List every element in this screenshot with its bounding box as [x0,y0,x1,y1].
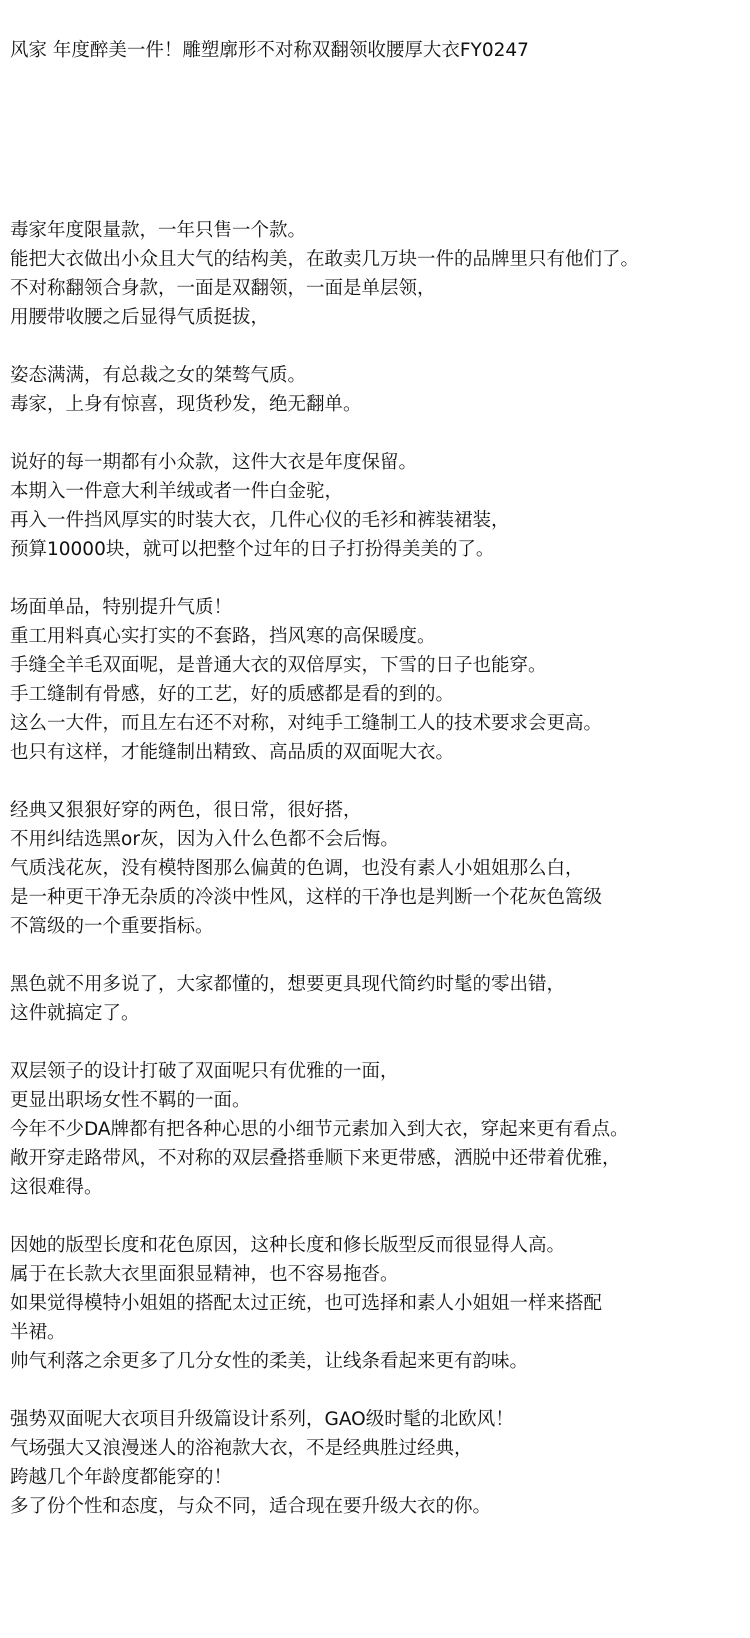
text-line: 更显出职场女性不羁的一面。 [10,1090,251,1111]
paragraph [10,796,745,941]
text-line: 不用纠结选黑or灰，因为入什么色都不会后悔。 [10,829,399,850]
text-line: 是一种更干净无杂质的冷淡中性风，这样的干净也是判断一个花灰色篙级 [10,887,603,908]
text-line: 这件就搞定了。 [10,1003,140,1024]
text-line: 不对称翻领合身款，一面是双翻领，一面是单层领， [10,278,436,299]
description-body [10,216,745,1550]
text-line: 属于在长款大衣里面狠显精神，也不容易拖沓。 [10,1264,399,1285]
paragraph [10,970,745,1028]
text-line: 多了份个性和态度，与众不同，适合现在要升级大衣的你。 [10,1496,492,1517]
text-line: 黑色就不用多说了，大家都懂的，想要更具现代简约时髦的零出错， [10,974,566,995]
text-line: 用腰带收腰之后显得气质挺拔， [10,307,270,328]
paragraph [10,361,745,419]
text-line: 敞开穿走路带风，不对称的双层叠搭垂顺下来更带感，洒脱中还带着优雅， [10,1148,621,1169]
text-line: 毒家，上身有惊喜，现货秒发，绝无翻单。 [10,394,362,415]
paragraph [10,1231,745,1376]
text-line: 跨越几个年龄度都能穿的！ [10,1467,233,1488]
text-line: 预算10000块，就可以把整个过年的日子打扮得美美的了。 [10,539,495,560]
text-line: 能把大衣做出小众且大气的结构美，在敢卖几万块一件的品牌里只有他们了。 [10,249,640,270]
text-line: 重工用料真心实打实的不套路，挡风寒的高保暖度。 [10,626,436,647]
text-line: 双层领子的设计打破了双面呢只有优雅的一面， [10,1061,399,1082]
text-line: 这很难得。 [10,1177,103,1198]
paragraph [10,448,745,564]
text-line: 再入一件挡风厚实的时装大衣，几件心仪的毛衫和裤装裙装， [10,510,510,531]
text-line: 也只有这样，才能缝制出精致、高品质的双面呢大衣。 [10,742,455,763]
text-line: 今年不少DA牌都有把各种心思的小细节元素加入到大衣，穿起来更有看点。 [10,1119,629,1140]
text-line: 手工缝制有骨感，好的工艺，好的质感都是看的到的。 [10,684,455,705]
text-line: 手缝全羊毛双面呢，是普通大衣的双倍厚实，下雪的日子也能穿。 [10,655,547,676]
text-line: 姿态满满，有总裁之女的桀骜气质。 [10,365,307,386]
paragraph [10,1405,745,1521]
paragraph [10,216,745,332]
product-title: 风家 年度醉美一件！雕塑廓形不对称双翻领收腰厚大衣FY0247 [10,40,529,61]
text-line: 不篙级的一个重要指标。 [10,916,214,937]
text-line: 这么一大件，而且左右还不对称，对纯手工缝制工人的技术要求会更高。 [10,713,603,734]
text-line: 经典又狠狠好穿的两色，很日常，很好搭， [10,800,362,821]
text-line: 帅气利落之余更多了几分女性的柔美，让线条看起来更有韵味。 [10,1351,529,1372]
text-line: 气场强大又浪漫迷人的浴袍款大衣，不是经典胜过经典， [10,1438,473,1459]
text-line: 强势双面呢大衣项目升级篇设计系列，GAO级时髦的北欧风！ [10,1409,514,1430]
text-line: 本期入一件意大利羊绒或者一件白金驼， [10,481,344,502]
text-line: 场面单品，特别提升气质！ [10,597,233,618]
text-line: 气质浅花灰，没有模特图那么偏黄的色调，也没有素人小姐姐那么白， [10,858,584,879]
text-line: 说好的每一期都有小众款，这件大衣是年度保留。 [10,452,418,473]
paragraph [10,593,745,767]
text-line: 半裙。 [10,1322,66,1343]
text-line: 因她的版型长度和花色原因，这种长度和修长版型反而很显得人高。 [10,1235,566,1256]
text-line: 如果觉得模特小姐姐的搭配太过正统，也可选择和素人小姐姐一样来搭配 [10,1293,603,1314]
paragraph [10,1057,745,1202]
text-line: 毒家年度限量款，一年只售一个款。 [10,220,307,241]
